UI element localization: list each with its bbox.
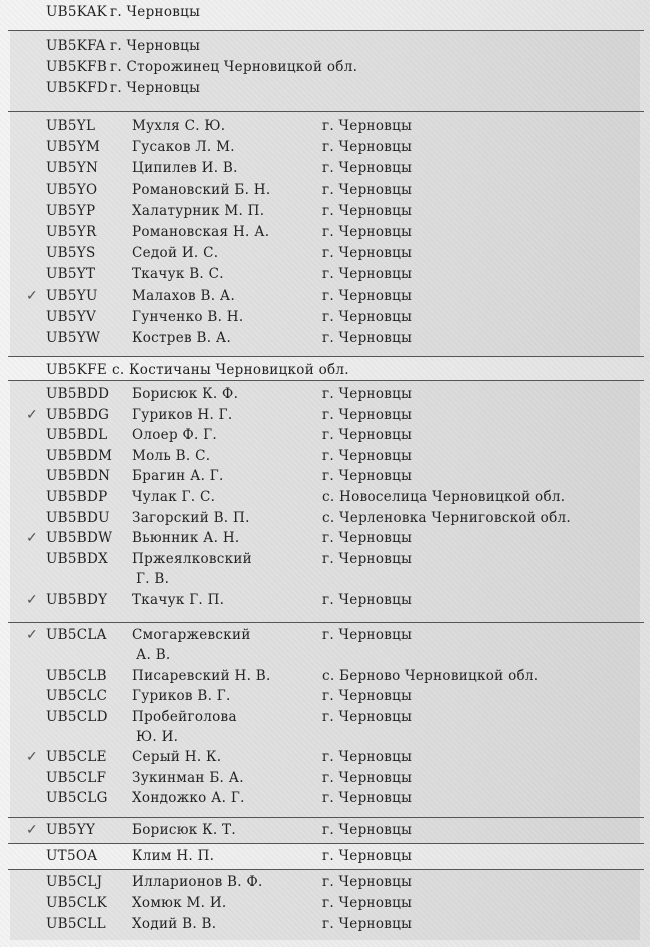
checkmark-icon: ✓ xyxy=(26,822,39,838)
callsign-row xyxy=(0,895,650,916)
callsign: UB5YU xyxy=(46,287,98,304)
callsign: UB5CLA xyxy=(46,627,107,643)
checkmark-icon: ✓ xyxy=(26,749,39,766)
operator-city: г. Черновцы xyxy=(322,468,413,485)
operator-city: г. Черновцы xyxy=(322,592,413,608)
callsign-row xyxy=(0,770,650,791)
operator-city: г. Черновцы xyxy=(322,895,413,911)
callsign-row xyxy=(0,330,650,351)
operator-name: Зукинман Б. А. xyxy=(132,769,244,786)
operator-name: Смогаржевский xyxy=(132,627,251,643)
operator-name: Олоер Ф. Г. xyxy=(132,427,218,444)
operator-city: г. Черновцы xyxy=(322,386,413,402)
operator-city: г. Черновцы xyxy=(322,769,413,786)
location: г. Черновцы xyxy=(110,4,201,20)
callsign-row xyxy=(0,4,650,25)
location: г. Сторожинец Черновицкой обл. xyxy=(110,59,358,75)
operator-name: Борисюк К. Ф. xyxy=(132,386,239,402)
callsign-row xyxy=(0,245,650,266)
callsign-row xyxy=(0,362,650,383)
callsign-row xyxy=(0,118,650,139)
callsign-row xyxy=(0,407,650,428)
operator-name: Седой И. С. xyxy=(132,245,219,262)
callsign: UB5YW xyxy=(46,330,101,346)
callsign: UB5YV xyxy=(46,308,97,325)
callsign-row xyxy=(0,627,650,664)
section-divider xyxy=(8,622,644,623)
operator-city: г. Черновцы xyxy=(322,245,413,262)
operator-city: г. Черновцы xyxy=(322,916,413,932)
callsign: UB5KAK xyxy=(46,4,108,20)
operator-city: г. Черновцы xyxy=(322,202,413,219)
operator-name: Ткачук В. С. xyxy=(132,266,224,283)
callsign: UB5CLF xyxy=(46,769,107,786)
callsign-row xyxy=(0,916,650,937)
callsign: UB5CLE xyxy=(46,749,107,766)
operator-name: Хондожко А. Г. xyxy=(132,790,245,807)
callsign-row xyxy=(0,550,650,588)
operator-city: г. Черновцы xyxy=(322,627,413,643)
operator-name-continuation: А. В. xyxy=(136,647,171,664)
callsign: UB5YS xyxy=(46,245,96,262)
callsign-row xyxy=(0,203,650,224)
callsign-row xyxy=(0,592,650,613)
callsign: UB5BDM xyxy=(46,447,113,464)
location: с. Костичаны Черновицкой обл. xyxy=(112,362,349,378)
callsign-row xyxy=(0,427,650,448)
callsign: UB5BDD xyxy=(46,386,110,402)
operator-name: Мухля С. Ю. xyxy=(132,118,226,134)
operator-name: Брагин А. Г. xyxy=(132,468,224,485)
callsign: UB5YO xyxy=(46,181,98,198)
operator-name: Гусаков Л. М. xyxy=(132,139,235,156)
callsign-row xyxy=(0,139,650,160)
callsign-row xyxy=(0,386,650,407)
callsign-row xyxy=(0,468,650,489)
callsign-row xyxy=(0,224,650,245)
callsign-row xyxy=(0,790,650,811)
callsign: UB5BDP xyxy=(46,489,108,505)
callsign-row xyxy=(0,708,650,745)
section-divider xyxy=(8,869,644,870)
callsign: UB5CLL xyxy=(46,916,106,932)
operator-name: Моль В. С. xyxy=(132,447,211,464)
operator-city: г. Черновцы xyxy=(322,790,413,807)
operator-city: г. Черновцы xyxy=(322,688,413,705)
callsign: UB5CLJ xyxy=(46,874,103,890)
operator-city: г. Черновцы xyxy=(322,266,413,283)
callsign: UB5BDL xyxy=(46,427,108,444)
operator-name: Вьюнник А. Н. xyxy=(132,530,240,547)
operator-name: Загорский В. П. xyxy=(132,509,250,526)
callsign: UB5CLK xyxy=(46,895,108,911)
callsign: UB5YP xyxy=(46,202,96,219)
callsign-row xyxy=(0,822,650,843)
callsign: UB5YY xyxy=(46,822,96,838)
operator-city: г. Черновцы xyxy=(322,530,413,547)
operator-city: г. Черновцы xyxy=(322,118,413,134)
operator-city: г. Черновцы xyxy=(322,749,413,766)
callsign: UB5CLC xyxy=(46,688,108,705)
operator-city: г. Черновцы xyxy=(322,822,413,838)
callsign: UB5CLG xyxy=(46,790,108,807)
callsign: UB5CLD xyxy=(46,708,108,725)
operator-name: Романовская Н. А. xyxy=(132,224,270,240)
operator-name: Серый Н. К. xyxy=(132,749,222,766)
callsign-row xyxy=(0,266,650,287)
operator-city: г. Черновцы xyxy=(322,406,413,423)
callsign-row xyxy=(0,874,650,895)
callsign: UB5YN xyxy=(46,160,99,177)
callsign: UT5OA xyxy=(46,848,98,864)
operator-name: Ткачук Г. П. xyxy=(132,592,225,608)
operator-city: г. Черновцы xyxy=(322,874,413,890)
checkmark-icon: ✓ xyxy=(26,530,39,547)
callsign: UB5KFA xyxy=(46,38,106,54)
operator-name: Борисюк К. Т. xyxy=(132,822,236,838)
callsign-row xyxy=(0,489,650,510)
callsign: UB5YM xyxy=(46,139,101,156)
operator-name: Романовский Б. Н. xyxy=(132,181,271,198)
callsign-row xyxy=(0,510,650,531)
checkmark-icon: ✓ xyxy=(26,406,39,423)
callsign-row xyxy=(0,38,650,59)
operator-city: г. Черновцы xyxy=(322,708,413,725)
operator-city: с. Берново Черновицкой обл. xyxy=(322,667,539,684)
callsign: UB5KFB xyxy=(46,59,108,75)
callsign: UB5BDU xyxy=(46,509,110,526)
callsign: UB5BDY xyxy=(46,592,108,608)
callsign-row xyxy=(0,80,650,101)
callsign-row xyxy=(0,848,650,869)
callsign-row xyxy=(0,160,650,181)
operator-city: г. Черновцы xyxy=(322,287,413,304)
operator-name-continuation: Г. В. xyxy=(136,571,170,588)
callsign: UB5BDG xyxy=(46,406,110,423)
callsign: UB5KFE xyxy=(46,362,107,378)
checkmark-icon: ✓ xyxy=(26,287,39,304)
location: г. Черновцы xyxy=(110,38,201,54)
callsign-row xyxy=(0,530,650,551)
section-divider xyxy=(8,111,644,112)
operator-city: г. Черновцы xyxy=(322,139,413,156)
checkmark-icon: ✓ xyxy=(26,627,39,643)
callsign: UB5YL xyxy=(46,118,96,134)
operator-name: Ципилев И. В. xyxy=(132,160,238,177)
callsign: UB5YR xyxy=(46,224,97,240)
operator-name: Малахов В. А. xyxy=(132,287,236,304)
callsign-row xyxy=(0,309,650,330)
callsign: UB5BDW xyxy=(46,530,113,547)
callsign: UB5KFD xyxy=(46,80,108,96)
operator-city: с. Черленовка Черниговской обл. xyxy=(322,509,571,526)
operator-city: с. Новоселица Черновицкой обл. xyxy=(322,489,566,505)
operator-city: г. Черновцы xyxy=(322,848,413,864)
callsign-row xyxy=(0,59,650,80)
section-divider xyxy=(8,817,644,818)
operator-name: Ходий В. В. xyxy=(132,916,217,932)
callsign-row xyxy=(0,749,650,770)
callsign-row xyxy=(0,288,650,309)
operator-city: г. Черновцы xyxy=(322,160,413,177)
operator-name: Гунченко В. Н. xyxy=(132,308,244,325)
operator-city: г. Черновцы xyxy=(322,308,413,325)
section-divider xyxy=(8,356,644,357)
operator-name: Кострев В. А. xyxy=(132,330,232,346)
callsign: UB5CLB xyxy=(46,667,107,684)
operator-name-continuation: Ю. И. xyxy=(136,728,179,745)
callsign: UB5BDN xyxy=(46,468,111,485)
operator-name: Чулак Г. С. xyxy=(132,489,216,505)
operator-name: Клим Н. П. xyxy=(132,848,215,864)
section-divider xyxy=(8,30,644,31)
operator-name: Илларионов В. Ф. xyxy=(132,874,263,890)
callsign-row xyxy=(0,182,650,203)
operator-name: Халатурник М. П. xyxy=(132,202,265,219)
operator-city: г. Черновцы xyxy=(322,447,413,464)
callsign: UB5YT xyxy=(46,266,96,283)
checkmark-icon: ✓ xyxy=(26,592,39,608)
location: г. Черновцы xyxy=(110,80,201,96)
section-divider xyxy=(8,843,644,844)
callsign-row xyxy=(0,668,650,689)
operator-city: г. Черновцы xyxy=(322,181,413,198)
callsign: UB5BDX xyxy=(46,550,109,567)
operator-name: Гуриков Н. Г. xyxy=(132,406,233,423)
operator-city: г. Черновцы xyxy=(322,330,413,346)
operator-city: г. Черновцы xyxy=(322,224,413,240)
operator-name: Хомюк М. И. xyxy=(132,895,227,911)
operator-name: Пржеялковский xyxy=(132,550,252,567)
operator-city: г. Черновцы xyxy=(322,427,413,444)
operator-city: г. Черновцы xyxy=(322,550,413,567)
operator-name: Гуриков В. Г. xyxy=(132,688,231,705)
callsign-row xyxy=(0,448,650,469)
callsign-row xyxy=(0,688,650,709)
operator-name: Писаревский Н. В. xyxy=(132,667,271,684)
operator-name: Пробейголова xyxy=(132,708,237,725)
